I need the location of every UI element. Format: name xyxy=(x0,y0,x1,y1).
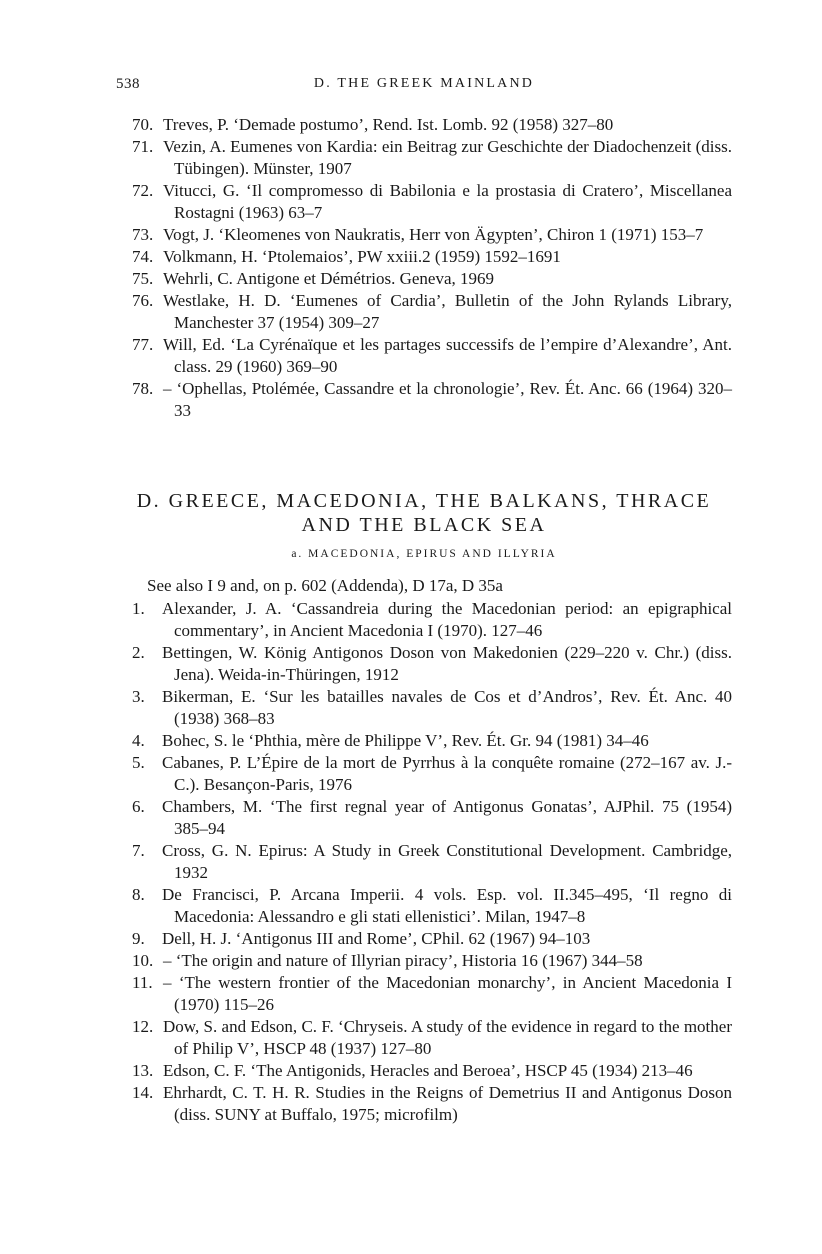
bibliography-entry xyxy=(0,752,822,796)
entry-number: 5. xyxy=(132,753,145,772)
entry-text: Bikerman, E. ‘Sur les batailles navales de Cos et d’Andros’, Rev. Ét. Anc. 40 (1938) 368–83 xyxy=(162,687,732,728)
bibliography-entry xyxy=(0,950,822,972)
entry-number: 75. xyxy=(132,269,154,288)
entry-text: Volkmann, H. ‘Ptolemaios’, PW xxiii.2 (1959) 1592–1691 xyxy=(163,247,561,266)
entry-text: – ‘The origin and nature of Illyrian piracy’, Historia 16 (1967) 344–58 xyxy=(163,951,643,970)
entry-text: Vitucci, G. ‘Il compromesso di Babilonia e la prostasia di Cratero’, Miscellanea Rostagni (1963) 63–7 xyxy=(163,181,732,222)
running-head-title: D. THE GREEK MAINLAND xyxy=(313,76,535,91)
entry-number: 74. xyxy=(132,247,154,266)
entry-text: Chambers, M. ‘The first regnal year of Antigonus Gonatas’, AJPhil. 75 (1954) 385–94 xyxy=(162,797,732,838)
bibliography-entry xyxy=(0,1082,822,1126)
bibliography-entry xyxy=(0,334,822,378)
bibliography-entry xyxy=(0,1016,822,1060)
entry-text: Westlake, H. D. ‘Eumenes of Cardia’, Bulletin of the John Rylands Library, Manchester 37 (1954) 309–27 xyxy=(163,291,732,332)
running-head xyxy=(116,76,732,100)
bibliography-entry xyxy=(0,290,822,334)
bibliography-entry xyxy=(0,1060,822,1082)
entry-text: Vogt, J. ‘Kleomenes von Naukratis, Herr von Ägypten’, Chiron 1 (1971) 153–7 xyxy=(163,225,704,244)
subsection-title: a. MACEDONIA, EPIRUS AND ILLYRIA xyxy=(291,548,557,560)
entry-number: 2. xyxy=(132,643,145,662)
bibliography-entry xyxy=(0,114,822,136)
entry-number: 7. xyxy=(132,841,145,860)
entry-text: Ehrhardt, C. T. H. R. Studies in the Reigns of Demetrius II and Antigonus Doson (diss. SUNY at Buffalo, 1975; microfilm) xyxy=(163,1083,732,1124)
entry-number: 3. xyxy=(132,687,145,706)
entry-text: – ‘Ophellas, Ptolémée, Cassandre et la chronologie’, Rev. Ét. Anc. 66 (1964) 320–33 xyxy=(163,379,732,420)
bibliography-entry xyxy=(0,730,822,752)
entry-text: Dell, H. J. ‘Antigonus III and Rome’, CPhil. 62 (1967) 94–103 xyxy=(162,929,591,948)
entry-number: 12. xyxy=(132,1017,154,1036)
entry-text: Cabanes, P. L’Épire de la mort de Pyrrhus à la conquête romaine (272–167 av. J.-C.). Besançon-Paris, 1976 xyxy=(162,753,732,794)
entry-number: 13. xyxy=(132,1061,154,1080)
bibliography-entry xyxy=(0,840,822,884)
bibliography-list-top xyxy=(0,114,822,422)
entry-number: 77. xyxy=(132,335,154,354)
entry-number: 14. xyxy=(132,1083,154,1102)
bibliography-entry xyxy=(0,928,822,950)
entry-number: 10. xyxy=(132,951,154,970)
entry-number: 11. xyxy=(132,973,153,992)
bibliography-entry xyxy=(0,246,822,268)
entry-number: 6. xyxy=(132,797,145,816)
bibliography-entry xyxy=(0,268,822,290)
bibliography-entry xyxy=(0,224,822,246)
entry-number: 4. xyxy=(132,731,145,750)
entry-number: 1. xyxy=(132,599,145,618)
entry-number: 72. xyxy=(132,181,154,200)
entry-text: Bohec, S. le ‘Phthia, mère de Philippe V’, Rev. Ét. Gr. 94 (1981) 34–46 xyxy=(162,731,649,750)
bibliography-list-bottom xyxy=(0,598,822,1126)
entry-number: 73. xyxy=(132,225,154,244)
bibliography-entry xyxy=(0,972,822,1016)
entry-text: De Francisci, P. Arcana Imperii. 4 vols. Esp. vol. II.345–495, ‘Il regno di Macedonia: Alessandro e gli stati ellenistici’. Milan, 1947–8 xyxy=(162,885,732,926)
entry-text: Bettingen, W. König Antigonos Doson von Makedonien (229–220 v. Chr.) (diss. Jena). Weida-in-Thüringen, 1912 xyxy=(162,643,732,684)
bibliography-entry xyxy=(0,884,822,928)
entry-number: 9. xyxy=(132,929,145,948)
page-number: 538 xyxy=(116,76,140,92)
bibliography-entry xyxy=(0,598,822,642)
entry-number: 70. xyxy=(132,115,154,134)
entry-text: – ‘The western frontier of the Macedonian monarchy’, in Ancient Macedonia I (1970) 115–26 xyxy=(163,973,732,1014)
bibliography-entry xyxy=(0,180,822,224)
entry-text: Edson, C. F. ‘The Antigonids, Heracles and Beroea’, HSCP 45 (1934) 213–46 xyxy=(163,1061,693,1080)
entry-text: Alexander, J. A. ‘Cassandreia during the Macedonian period: an epigraphical commentary’, in Ancient Macedonia I (1970). 127–46 xyxy=(162,599,732,640)
section-title-line-1: D. GREECE, MACEDONIA, THE BALKANS, THRACE xyxy=(136,490,712,512)
entry-text: Treves, P. ‘Demade postumo’, Rend. Ist. Lomb. 92 (1958) 327–80 xyxy=(163,115,614,134)
bibliography-entry xyxy=(0,378,822,422)
bibliography-entry xyxy=(0,686,822,730)
bibliography-entry xyxy=(0,796,822,840)
entry-text: Will, Ed. ‘La Cyrénaïque et les partages successifs de l’empire d’Alexandre’, Ant. class. 29 (1960) 369–90 xyxy=(163,335,732,376)
entry-number: 71. xyxy=(132,137,154,156)
entry-text: Wehrli, C. Antigone et Démétrios. Geneva, 1969 xyxy=(163,269,495,288)
entry-number: 8. xyxy=(132,885,145,904)
entry-text: Dow, S. and Edson, C. F. ‘Chryseis. A study of the evidence in regard to the mother of Philip V’, HSCP 48 (1937) 127–80 xyxy=(163,1017,732,1058)
entry-number: 78. xyxy=(132,379,154,398)
see-also-note: See also I 9 and, on p. 602 (Addenda), D 17a, D 35a xyxy=(147,576,503,595)
entry-text: Vezin, A. Eumenes von Kardia: ein Beitrag zur Geschichte der Diadochenzeit (diss. Tübingen). Münster, 1907 xyxy=(163,137,732,178)
bibliography-entry xyxy=(0,136,822,180)
section-title-line-2: AND THE BLACK SEA xyxy=(301,514,547,536)
bibliography-entry xyxy=(0,642,822,686)
entry-number: 76. xyxy=(132,291,154,310)
entry-text: Cross, G. N. Epirus: A Study in Greek Constitutional Development. Cambridge, 1932 xyxy=(162,841,732,882)
